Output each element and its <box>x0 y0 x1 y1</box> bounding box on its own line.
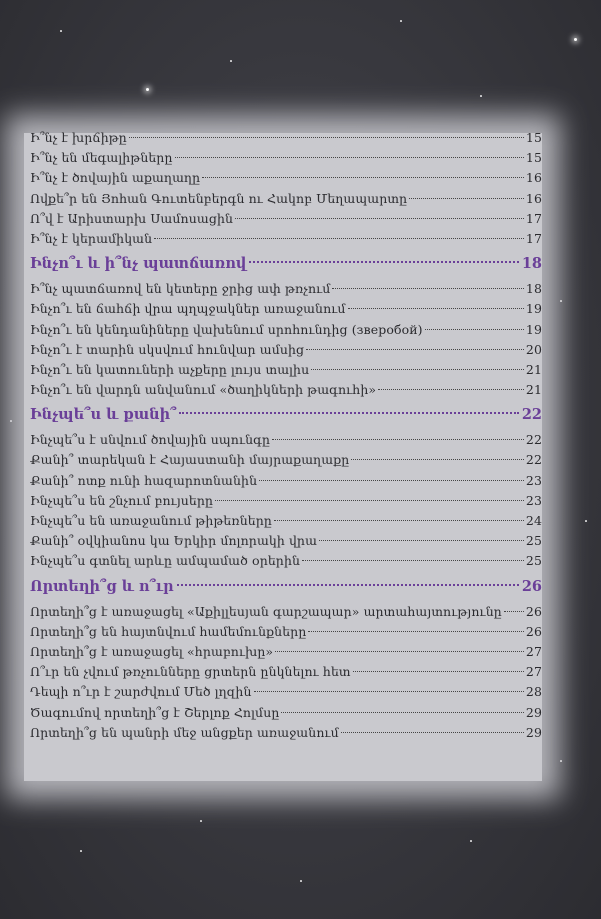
entry-title: Ովքե՞ր են Յոհան Գուտենբերգն ու Հակոբ Մեղապարտը <box>30 190 408 206</box>
entry-title: Ի՞նչ է խրճիթը <box>30 130 127 145</box>
toc-entry[interactable] <box>30 703 542 723</box>
entry-page-number: 27 <box>525 643 542 659</box>
toc-entry[interactable] <box>30 551 542 571</box>
entry-page-number: 28 <box>525 684 542 700</box>
entry-page-number: 25 <box>525 533 542 549</box>
dot-leader <box>154 238 524 239</box>
star-decoration <box>146 88 149 91</box>
toc-entry[interactable] <box>30 471 542 491</box>
toc-entry[interactable] <box>30 340 542 360</box>
dot-leader <box>129 137 524 138</box>
dot-leader <box>259 480 524 481</box>
star-decoration <box>574 38 577 41</box>
entry-title: Ինչպե՞ս են առաջանում թիթեռները <box>30 513 272 528</box>
toc-entry[interactable] <box>30 450 542 470</box>
entry-title: Քանի՞ օվկիանոս կա Երկիր մոլորակի վրա <box>30 533 318 549</box>
entry-page-number: 16 <box>525 170 542 186</box>
dot-leader <box>274 520 524 521</box>
entry-title: Ի՞նչ է ծովային աքաղաղը <box>30 170 201 186</box>
toc-entry[interactable] <box>30 662 542 682</box>
toc-entry[interactable] <box>30 209 542 229</box>
dot-leader <box>281 712 524 713</box>
section-page-number: 22 <box>521 406 542 424</box>
dot-leader <box>306 349 524 350</box>
toc-entry[interactable] <box>30 622 542 642</box>
toc-entry[interactable] <box>30 229 542 249</box>
entry-title: Ինչպե՞ս է սնվում ծովային սպունգը <box>30 432 271 448</box>
dot-leader <box>272 439 524 440</box>
entry-title: Ինչպե՞ս են շնչում բույսերը <box>30 492 214 508</box>
entry-title: Ի՞նչ պատճառով են կետերը ջրից ափ թռչում <box>30 281 331 297</box>
star-decoration <box>480 95 482 97</box>
entry-title: Ինչպե՞ս գտնել արևը ամպամած օրերին <box>30 553 301 569</box>
star-decoration <box>300 880 302 882</box>
dot-leader <box>175 157 524 158</box>
dot-leader <box>215 500 524 501</box>
entry-page-number: 26 <box>525 623 542 639</box>
entry-title: Ինչո՞ւ են ճահճի վրա պղպջակներ առաջանում <box>30 301 346 317</box>
dot-leader <box>353 671 524 672</box>
toc-entry[interactable] <box>30 299 542 319</box>
entry-page-number: 21 <box>525 382 542 398</box>
entry-title: Որտեղի՞ց է առաջացել «հրաբուխը» <box>30 643 274 659</box>
entry-page-number: 15 <box>525 130 542 145</box>
toc-entry[interactable] <box>30 723 542 743</box>
dot-leader <box>249 261 518 263</box>
entry-title: Ինչո՞ւ է տարին սկսվում հունվար ամսից <box>30 341 305 357</box>
toc-entry[interactable] <box>30 491 542 511</box>
entry-title: Որտեղի՞ց են հայտնվում համեմունքները <box>30 623 307 639</box>
section-page-number: 26 <box>521 577 542 595</box>
entry-page-number: 17 <box>525 230 542 246</box>
entry-page-number: 26 <box>525 603 542 619</box>
entry-title: Քանի՞ տարեկան է Հայաստանի մայրաքաղաքը <box>30 452 350 468</box>
dot-leader <box>177 584 519 586</box>
dot-leader <box>235 218 524 219</box>
section-heading[interactable] <box>30 402 542 428</box>
entry-title: Ինչո՞ւ են կատուների աչքերը լույս տալիս <box>30 361 310 377</box>
dot-leader <box>179 412 518 414</box>
toc-entry[interactable] <box>30 360 542 380</box>
table-of-contents <box>30 128 542 743</box>
toc-entry[interactable] <box>30 430 542 450</box>
star-decoration <box>560 760 562 762</box>
star-decoration <box>200 820 202 822</box>
entry-title: Ի՞նչ է կերամիկան <box>30 230 153 246</box>
toc-entry[interactable] <box>30 682 542 702</box>
dot-leader <box>308 631 524 632</box>
entry-page-number: 18 <box>525 281 542 297</box>
entry-title: Քանի՞ ոտք ունի հազարոտնանին <box>30 472 258 488</box>
dot-leader <box>202 177 524 178</box>
entry-title: Ինչո՞ւ են կենդանիները վախենում սրոհունդից (зверобой) <box>30 321 423 337</box>
section-heading[interactable] <box>30 251 542 277</box>
section-heading[interactable] <box>30 574 542 600</box>
section-page-number: 18 <box>521 255 542 273</box>
entry-page-number: 25 <box>525 553 542 569</box>
entry-title: Ինչո՞ւ են վարդն անվանում «ծաղիկների թագուհի» <box>30 382 377 398</box>
toc-entry[interactable] <box>30 531 542 551</box>
entry-page-number: 19 <box>525 301 542 317</box>
dot-leader <box>351 459 524 460</box>
entry-page-number: 16 <box>525 190 542 206</box>
star-decoration <box>400 20 402 22</box>
star-decoration <box>560 300 562 302</box>
toc-entry[interactable] <box>30 128 542 148</box>
dot-leader <box>409 198 524 199</box>
star-decoration <box>60 30 62 32</box>
dot-leader <box>319 540 524 541</box>
section-title: Ինչպե՞ս և քանի՞ <box>30 406 177 424</box>
entry-page-number: 15 <box>525 150 542 166</box>
entry-page-number: 23 <box>525 472 542 488</box>
dot-leader <box>254 691 524 692</box>
entry-page-number: 27 <box>525 664 542 680</box>
entry-page-number: 22 <box>525 452 542 468</box>
dot-leader <box>311 369 524 370</box>
dot-leader <box>504 611 524 612</box>
entry-page-number: 23 <box>525 492 542 508</box>
toc-entry[interactable] <box>30 168 542 188</box>
star-decoration <box>585 520 587 522</box>
dot-leader <box>341 732 524 733</box>
star-decoration <box>470 840 472 842</box>
section-title: Որտեղի՞ց և ո՞ւր <box>30 577 174 595</box>
toc-entry[interactable] <box>30 148 542 168</box>
entry-page-number: 17 <box>525 210 542 226</box>
dot-leader <box>348 308 524 309</box>
dot-leader <box>302 560 524 561</box>
toc-entry[interactable] <box>30 189 542 209</box>
star-decoration <box>10 420 12 422</box>
entry-title: Որտեղի՞ց է առաջացել «Աքիլլեսյան գարշապար» արտահայտությունը <box>30 603 502 619</box>
entry-title: Ո՞վ է Արիստարխ Սամոսացին <box>30 210 234 226</box>
entry-page-number: 20 <box>525 341 542 357</box>
entry-page-number: 29 <box>525 724 542 740</box>
section-title: Ինչո՞ւ և ի՞նչ պատճառով <box>30 255 247 273</box>
toc-entry[interactable] <box>30 320 542 340</box>
entry-title: Դեպի ո՞ւր է շարժվում Մեծ լղզին <box>30 684 252 700</box>
toc-entry[interactable] <box>30 380 542 400</box>
toc-entry[interactable] <box>30 279 542 299</box>
entry-title: Ո՞ւր են չվում թռչունները ցրտերն ընկնելու հետ <box>30 664 351 680</box>
toc-entry[interactable] <box>30 642 542 662</box>
entry-page-number: 21 <box>525 361 542 377</box>
dot-leader <box>332 288 523 289</box>
entry-page-number: 24 <box>525 513 542 528</box>
entry-page-number: 22 <box>525 432 542 448</box>
star-decoration <box>230 60 232 62</box>
dot-leader <box>275 651 524 652</box>
entry-title: Ի՞նչ են մեգալիթները <box>30 150 173 166</box>
dot-leader <box>378 389 524 390</box>
entry-title: Որտեղի՞ց են պանրի մեջ անցքեր առաջանում <box>30 724 339 740</box>
entry-page-number: 19 <box>525 321 542 337</box>
dot-leader <box>425 329 524 330</box>
entry-page-number: 29 <box>525 704 542 720</box>
star-decoration <box>80 850 82 852</box>
toc-entry[interactable] <box>30 511 542 531</box>
toc-entry[interactable] <box>30 602 542 622</box>
entry-title: Ծագումով որտեղի՞ց է Շերլոք Հոլմսը <box>30 704 280 720</box>
